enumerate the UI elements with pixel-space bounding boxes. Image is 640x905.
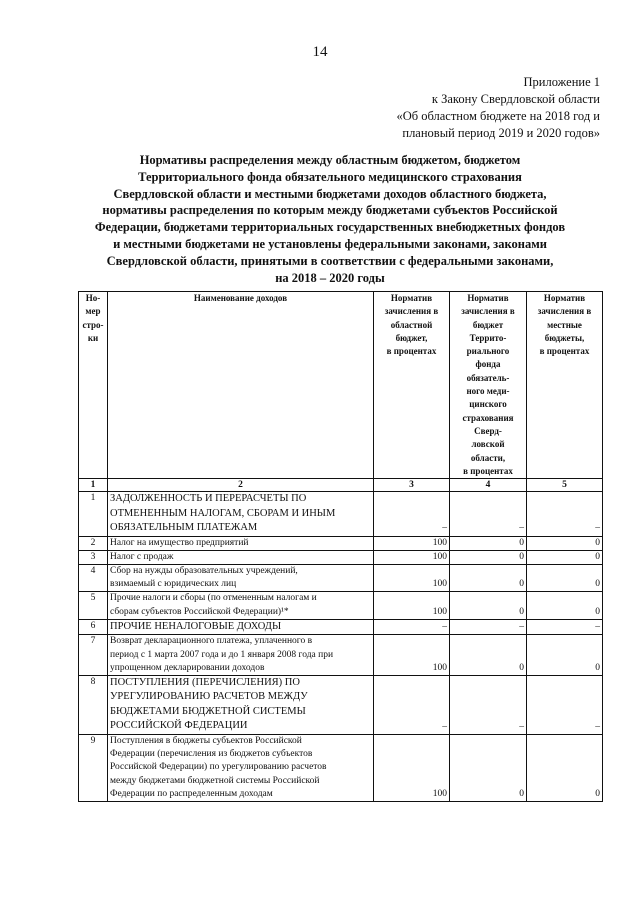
income-name-line: Налог с продаж [110, 551, 174, 562]
header-text-line: обязатель- [466, 372, 510, 383]
income-name-line: Российской Федерации) по урегулированию расчетов [110, 762, 327, 773]
row-number: 4 [79, 565, 108, 592]
income-name [108, 619, 374, 635]
header-text-line: Сверд- [474, 425, 502, 436]
header-text-line: Террито- [469, 332, 507, 343]
appendix-reference [396, 74, 600, 142]
header-text-line: бюджет [472, 319, 504, 330]
row-number: 7 [79, 635, 108, 676]
regional-budget-norm: – [374, 492, 450, 537]
medical-fund-norm: 0 [450, 565, 527, 592]
header-text-line: ловской [471, 439, 505, 450]
table-row [79, 619, 603, 635]
table-header-row [79, 292, 603, 479]
income-name [108, 592, 374, 619]
table-row [79, 592, 603, 619]
header-text-line: области, [470, 452, 506, 463]
header-text-line: Норматив [467, 293, 509, 303]
local-budget-norm: – [527, 675, 603, 734]
header-text-line: бюджеты, [544, 332, 585, 343]
regional-budget-norm: 100 [374, 635, 450, 676]
title-line: Свердловской области, принятыми в соответствии с федеральными законами, [106, 253, 554, 268]
medical-fund-norm: 0 [450, 734, 527, 801]
income-name [108, 635, 374, 676]
header-text-line: бюджет, [395, 332, 428, 343]
header-regional-budget [374, 292, 450, 479]
header-text-line: областной [390, 319, 433, 330]
income-name [108, 734, 374, 801]
income-name-line: БЮДЖЕТАМИ БЮДЖЕТНОЙ СИСТЕМЫ [110, 705, 306, 717]
income-name-line: Федерации по распределенным доходам [110, 788, 273, 799]
header-medical-fund [450, 292, 527, 479]
income-name-line: Возврат декларационного платежа, уплаченного в [110, 636, 313, 647]
regional-budget-norm: 100 [374, 565, 450, 592]
revenue-norms-table [78, 291, 603, 802]
header-text-line: ки [87, 332, 99, 343]
header-text-line: зачисления в [384, 306, 439, 317]
income-name-line: ПРОЧИЕ НЕНАЛОГОВЫЕ ДОХОДЫ [110, 620, 282, 632]
medical-fund-norm: – [450, 619, 527, 635]
table-row [79, 565, 603, 592]
regional-budget-norm: – [374, 619, 450, 635]
header-text-line: Норматив [543, 293, 586, 303]
regional-budget-norm: 100 [374, 592, 450, 619]
title-line: Свердловской области и местными бюджетами доходов областного бюджета, [113, 186, 547, 201]
row-number: 5 [79, 592, 108, 619]
header-text-line: зачисления в [461, 306, 515, 317]
local-budget-norm: – [527, 619, 603, 635]
income-name-line: УРЕГУЛИРОВАНИЮ РАСЧЕТОВ МЕЖДУ [110, 691, 308, 703]
income-name-line: Прочие налоги и сборы (по отмененным налогам и [110, 593, 317, 604]
row-number: 1 [79, 492, 108, 537]
income-name-line: Федерации (перечисления из бюджетов субъектов [110, 749, 313, 760]
regional-budget-norm: 100 [374, 536, 450, 550]
header-text-line: стро- [82, 319, 104, 330]
header-text-line: ного меди- [466, 386, 510, 397]
income-name [108, 536, 374, 550]
document-title [80, 152, 580, 286]
header-text-line: цинского [469, 399, 507, 410]
local-budget-norm: 0 [527, 635, 603, 676]
income-name [108, 675, 374, 734]
regional-budget-norm: 100 [374, 550, 450, 564]
income-name-line: Сбор на нужды образовательных учреждений, [110, 566, 298, 577]
income-name-line: Поступления в бюджеты субъектов Российской [110, 735, 302, 746]
row-number: 3 [79, 550, 108, 564]
income-name-line: ЗАДОЛЖЕННОСТЬ И ПЕРЕРАСЧЕТЫ ПО [110, 493, 307, 505]
income-name-line: между бюджетами бюджетной системы Российской [110, 775, 320, 786]
income-name-line: ОТМЕНЕННЫМ НАЛОГАМ, СБОРАМ И ИНЫМ [110, 507, 336, 519]
regional-budget-norm: – [374, 675, 450, 734]
title-line: нормативы распределения по которым между бюджетами субъектов Российской [102, 203, 558, 218]
title-line: и местными бюджетами не установлены федеральными законами, законами [113, 236, 547, 251]
local-budget-norm: 0 [527, 565, 603, 592]
row-number: 9 [79, 734, 108, 801]
row-number: 2 [79, 536, 108, 550]
income-name [108, 550, 374, 564]
appendix-line: плановый период 2019 и 2020 годов» [402, 126, 600, 140]
table-row [79, 734, 603, 801]
column-number: 4 [450, 479, 527, 492]
title-line: на 2018 – 2020 годы [275, 270, 385, 285]
header-local-budgets [527, 292, 603, 479]
header-text-line: риального [466, 346, 510, 357]
income-name [108, 492, 374, 537]
income-name-line: Налог на имущество предприятий [110, 537, 249, 548]
local-budget-norm: 0 [527, 592, 603, 619]
column-number: 1 [79, 479, 108, 492]
header-text-line: Но- [85, 293, 101, 303]
header-income-name: Наименование доходов [108, 292, 374, 479]
local-budget-norm: – [527, 492, 603, 537]
table-row [79, 635, 603, 676]
table-row [79, 550, 603, 564]
title-line: Федерации, бюджетами территориальных государственных внебюджетных фондов [94, 220, 566, 235]
table-row [79, 675, 603, 734]
header-text-line: в процентах [539, 346, 590, 357]
table-row [79, 492, 603, 537]
page-number: 14 [312, 44, 328, 60]
column-number: 2 [108, 479, 374, 492]
local-budget-norm: 0 [527, 734, 603, 801]
medical-fund-norm: 0 [450, 635, 527, 676]
header-text-line: фонда [475, 359, 501, 370]
header-row-number [79, 292, 108, 479]
medical-fund-norm: 0 [450, 592, 527, 619]
column-number-row [79, 479, 603, 492]
medical-fund-norm: – [450, 675, 527, 734]
header-text-line: в процентах [463, 465, 513, 476]
medical-fund-norm: 0 [450, 550, 527, 564]
header-text-line: в процентах [386, 346, 437, 357]
appendix-line: к Закону Свердловской области [431, 92, 600, 106]
column-number: 3 [374, 479, 450, 492]
appendix-line: «Об областном бюджете на 2018 год и [396, 109, 600, 123]
header-text-line: зачисления в [537, 306, 592, 317]
local-budget-norm: 0 [527, 550, 603, 564]
regional-budget-norm: 100 [374, 734, 450, 801]
header-text-line: мер [85, 306, 101, 317]
income-name [108, 565, 374, 592]
row-number: 8 [79, 675, 108, 734]
income-name-line: сборам субъектов Российской Федерации)¹* [110, 606, 289, 617]
income-name-line: взимаемый с юридических лиц [110, 579, 237, 590]
medical-fund-norm: 0 [450, 536, 527, 550]
income-name-line: РОССИЙСКОЙ ФЕДЕРАЦИИ [110, 720, 248, 732]
title-line: Нормативы распределения между областным бюджетом, бюджетом [139, 153, 521, 167]
income-name-line: ПОСТУПЛЕНИЯ (ПЕРЕЧИСЛЕНИЯ) ПО [110, 676, 300, 688]
header-text-line: местные [547, 319, 582, 330]
table-row [79, 536, 603, 550]
column-number: 5 [527, 479, 603, 492]
title-line: Территориального фонда обязательного медицинского страхования [138, 169, 522, 184]
income-name-line: ОБЯЗАТЕЛЬНЫМ ПЛАТЕЖАМ [110, 522, 258, 534]
row-number: 6 [79, 619, 108, 635]
local-budget-norm: 0 [527, 536, 603, 550]
header-text-line: Норматив [390, 293, 433, 303]
medical-fund-norm: – [450, 492, 527, 537]
header-text-line: страхования [462, 412, 514, 423]
income-name-line: упрощенном декларировании доходов [110, 662, 265, 673]
appendix-line: Приложение 1 [523, 75, 600, 89]
income-name-line: период с 1 марта 2007 года и до 1 января 2008 года при [110, 649, 334, 660]
